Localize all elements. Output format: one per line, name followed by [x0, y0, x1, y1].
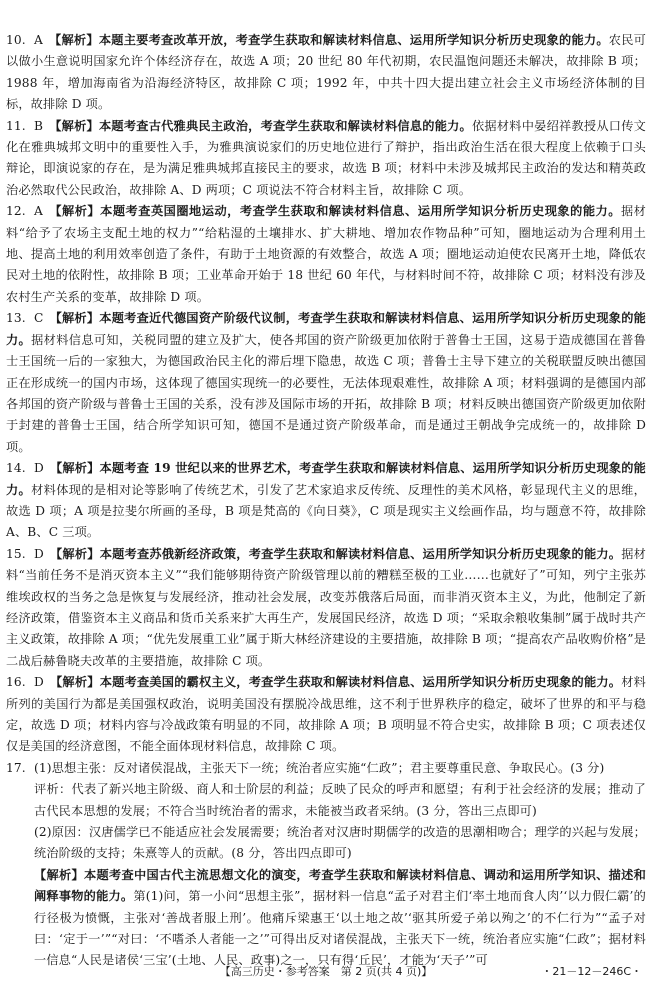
answer-letter: A: [34, 204, 43, 219]
answer-letter: A: [34, 33, 43, 47]
answer-letter: D: [34, 461, 44, 476]
analysis-body: 据材料信息可知，关税同盟的建立及扩大，使各邦国的资产阶级更加依附于普鲁士王国，这易于造成德国在普鲁士王国统一后的一家独大，为德国政治民主化的滞后埋下隐患，故选 C 项；普鲁士主导下建立的关税联盟反映出德国正在形成统一的国内市场，这体现了德国实现统一的必要性，无法体现艰难性，故排除 A 项；材料强调的是德国内部各邦国的资产阶级与普鲁士王国的关系，没有涉及国际市场的开拓，故排除 B 项；材料反映出德国资产阶级更加依附于封建的普鲁士王国，结合所学知识可知，德国不是通过资产阶级革命，而是通过王朝战争完成统一的，故排除 D 项。: [6, 332, 646, 454]
question-item: [6, 458, 646, 544]
question-item: [6, 30, 646, 116]
analysis-body: 依据材料中晏绍祥教授从口传文化在雅典城邦文明中的重要性入手，为雅典演说家们的历史地位进行了辩护，指出政治生活在很大程度上依赖于口头辩论，即演说家的存在，是为满足雅典城邦直接民主的要求，故选 B 项；材料中未涉及城邦民主政治的发达和精英政治必然取代公民政治，故排除 A、D 两项；C 项说法不符合材料主旨，故排除 C 项。: [6, 118, 646, 197]
analysis-tag: 【解析】: [48, 33, 99, 47]
footer-page-label: 【高三历史・参考答案 第 2 页(共 4 页)】: [219, 965, 433, 978]
analysis-tag: 【解析】: [49, 675, 100, 690]
answer-evaluation-1: 评析：代表了新兴地主阶级、商人和士阶层的利益；反映了民众的呼声和愿望；有利于社会经济的发展；推动了古代民本思想的发展；不符合当时统治者的需求，未能被当政者采纳。(3 分，答出三点即可): [34, 782, 646, 818]
analysis-tag: 【解析】: [49, 546, 100, 561]
question-17-answer-1: [6, 758, 646, 779]
question-item: [6, 544, 646, 672]
question-item: [6, 201, 646, 308]
answer-part-1: (1)思想主张：反对诸侯混战，主张天下一统；统治者应实施“仁政”；君主要尊重民意、争取民心。(3 分): [34, 760, 605, 775]
question-number: 16.: [6, 675, 26, 690]
analysis-body: 农民可以做小生意说明国家允许个体经济存在，故选 A 项；20 世纪 80 年代初期，农民温饱问题还未解决，故排除 B 项；1988 年，增加海南省为沿海经济特区，故排除 C 项；1992 年，中共十四大提出建立社会主义市场经济体制的目标，故排除 D 项。: [6, 33, 646, 112]
analysis-body: 据材料“给予了农场主支配土地的权力”“给粘湿的土壤排水、扩大耕地、增加农作物品种”可知，圈地运动为合理利用土地、提高土地的利用效率创造了条件，有助于土地资源的有效整合，故选 A 项；圈地运动迫使农民离开土地，降低农民对土地的依附性，故排除 B 项；工业革命开始于 18 世纪 60 年代，与材料时间不符，故排除 C 项；材料没有涉及农村生产关系的变革，故排除 D 项。: [6, 204, 646, 304]
question-number: 17.: [6, 760, 26, 775]
question-item: [6, 672, 646, 758]
answer-letter: D: [34, 675, 44, 690]
answer-letter: D: [34, 546, 44, 561]
question-number: 13.: [6, 311, 26, 326]
question-number: 14.: [6, 461, 26, 476]
question-item: [6, 308, 646, 458]
analysis-lead: 本题考查苏俄新经济政策，考查学生获取和解读材料信息、运用所学知识分析历史现象的能力。: [99, 546, 622, 561]
analysis-tag: 【解析】: [48, 204, 101, 219]
question-number: 11.: [6, 118, 26, 133]
analysis-body: 材料所列的美国行为都是美国强权政治，说明美国没有摆脱冷战思维，这不利于世界秩序的稳定，破坏了世界的和平与稳定，故选 D 项；材料内容与冷战政策有明显的不同，故排除 A 项；B 项明显不符合史实，故排除 B 项；C 项表述仅仅是美国的经济意图，不能全面体现材料信息，故排除 C 项。: [6, 675, 646, 754]
analysis-body: 第(1)问，第一小问“思想主张”，据材料一信息“孟子对君主们‘率土地而食人肉’‘以力假仁霸’的行径极为愤慨，主张对‘善战者服上刑’。他痛斥梁惠王‘以土地之故’‘驱其所爱子弟以殉之’的不仁行为”“孟子对曰：‘定于一’”“对曰：‘不嗜杀人者能一之’”可得出反对诸侯混战，主张天下一统，统治者应实施“仁政”；据材料一信息“人民是诸侯‘三宝’(土地、人民、政事)之一，只有得‘丘民’，才能为‘天子’”可: [34, 889, 646, 968]
analysis-tag: 【解析】: [49, 311, 100, 326]
answer-part-2: (2)原因：汉唐儒学已不能适应社会发展需要；统治者对汉唐时期儒学的改造的思潮相吻合；理学的兴起与发展；统治阶级的支持；朱熹等人的贡献。(8 分，答出四点即可): [34, 825, 646, 861]
question-number: 12.: [6, 204, 26, 219]
analysis-lead: 本题考查古代雅典民主政治，考查学生获取和解读材料信息的能力。: [98, 118, 472, 133]
analysis-body: 据材料“当前任务不是消灭资本主义”“我们能够期待资产阶级管理以前的糟糕至极的工业……也就好了”可知，列宁主张苏维埃政权的当务之急是恢复与发展经济，推动社会发展，改变苏俄落后局面，而非消灭资本主义，为此，他制定了新经济政策，借鉴资本主义商品和货币关系来扩大再生产，发展国民经济，故选 D 项；“采取余粮收集制”属于战时共产主义政策，故排除 A 项；“优先发展重工业”属于斯大林经济建设的主要措施，故排除 B 项；“提高农产品收购价格”是二战后赫鲁晓夫改革的主要措施，故排除 C 项。: [6, 546, 646, 668]
analysis-body: 材料体现的是相对论等影响了传统艺术，引发了艺术家追求反传统、反理性的美术风格，彰显现代主义的思维，故选 D 项；A 项是拉斐尔所画的圣母，B 项是梵高的《向日葵》，C 项是现实主义绘画作品，均与题意不符，故排除 A、B、C 三项。: [6, 482, 646, 540]
analysis-lead: 本题考查近代德国资产阶级代议制，考查学生获取和解读材料信息、运用所学知识分析历史现象的能力。: [6, 311, 646, 347]
analysis-tag: 【解析】: [49, 461, 100, 476]
analysis-lead: 本题考查中国古代主流思想文化的演变，考查学生获取和解读材料信息、调动和运用所学知识、描述和阐释事物的能力。: [34, 867, 647, 904]
question-item: [6, 116, 646, 202]
question-number: 10.: [6, 33, 26, 47]
footer-code: ・21－12－246C・: [541, 965, 642, 978]
analysis-lead: 本题考查 19 世纪以来的世界艺术，考查学生获取和解读材料信息、运用所学知识分析历史现象的能力。: [6, 461, 646, 497]
answer-letter: C: [34, 311, 44, 326]
analysis-lead: 本题主要考查改革开放，考查学生获取和解读材料信息、运用所学知识分析历史现象的能力。: [98, 33, 609, 47]
analysis-lead: 本题考查美国的霸权主义，考查学生获取和解读材料信息、运用所学知识分析历史现象的能力。: [99, 675, 622, 690]
question-number: 15.: [6, 546, 26, 561]
analysis-lead: 本题考查英国圈地运动，考查学生获取和解读材料信息、运用所学知识分析历史现象的能力。: [100, 204, 621, 219]
answer-letter: B: [34, 118, 44, 133]
analysis-tag: 【解析】: [34, 867, 84, 882]
answer-content: [6, 30, 646, 972]
question-17-analysis: [6, 865, 646, 972]
page-footer: [0, 960, 652, 984]
analysis-tag: 【解析】: [49, 118, 99, 133]
